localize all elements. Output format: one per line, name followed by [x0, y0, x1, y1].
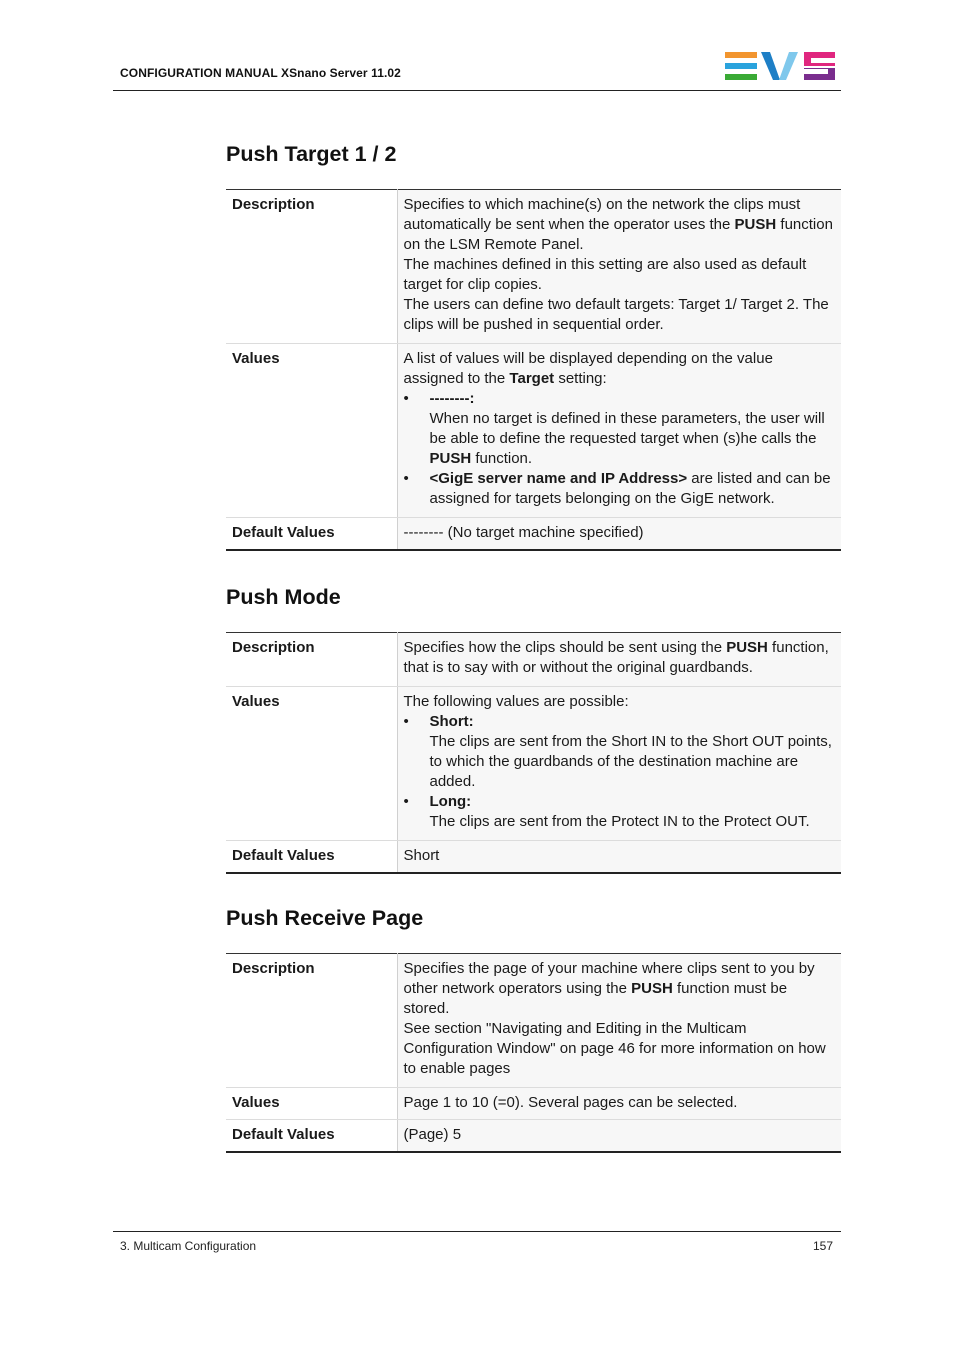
push-mode-table [226, 632, 841, 874]
row-label: Values [226, 344, 397, 518]
table-row-description [226, 954, 841, 1088]
list-item-title: Long: [429, 793, 472, 810]
table-row-defaults [226, 841, 841, 874]
evs-logo-icon [725, 52, 835, 82]
logo-bar-blue [725, 63, 757, 69]
values-intro: A list of values will be displayed depending on the value assigned to the Target setting: [403, 350, 773, 387]
row-label: Values [226, 687, 397, 841]
row-label: Values [226, 1088, 397, 1120]
description-paragraph: Specifies to which machine(s) on the network the clips must automatically be sent when the operator uses the PUSH function on the LSM Remote Panel. [403, 196, 833, 253]
description-paragraph: Specifies how the clips should be sent using the PUSH function, that is to say with or without the original guardbands. [403, 639, 829, 676]
page-footer [113, 1231, 841, 1253]
section-title-push-receive-page: Push Receive Page [226, 906, 424, 930]
table-row-values [226, 344, 841, 518]
description-paragraph: The users can define two default targets: Target 1/ Target 2. The clips will be pushed in sequential order. [403, 296, 829, 333]
description-cell [397, 633, 841, 687]
defaults-cell: -------- (No target machine specified) [397, 518, 841, 551]
section-title-push-target: Push Target 1 / 2 [226, 142, 397, 166]
list-item-title: Short: [429, 713, 474, 730]
row-label: Default Values [226, 1120, 397, 1153]
description-paragraph: Specifies the page of your machine where clips sent to you by other network operators using the PUSH function must be stored. [403, 960, 815, 1017]
list-item [404, 469, 836, 509]
values-cell: Page 1 to 10 (=0). Several pages can be selected. [397, 1088, 841, 1120]
row-label: Default Values [226, 841, 397, 874]
push-receive-page-table [226, 953, 841, 1153]
description-cell [397, 190, 841, 344]
list-item-text: When no target is defined in these parameters, the user will be able to define the requested target when (s)he calls the PUSH function. [429, 410, 825, 467]
values-intro: The following values are possible: [403, 693, 629, 710]
row-label: Description [226, 190, 397, 344]
list-item-title: --------: [429, 390, 475, 407]
defaults-cell: (Page) 5 [397, 1120, 841, 1153]
defaults-cell: Short [397, 841, 841, 874]
table-row-values [226, 1088, 841, 1120]
description-cell [397, 954, 841, 1088]
values-list [404, 712, 836, 832]
values-list [404, 389, 836, 509]
push-target-table [226, 189, 841, 551]
cross-reference-link[interactable]: See section "Navigating and Editing in the Multicam Configuration Window" on page 46 for more information on how to enable pages [403, 1020, 826, 1077]
logo-bar-orange [725, 52, 757, 58]
list-item [404, 792, 836, 832]
list-item-text: The clips are sent from the Short IN to the Short OUT points, to which the guardbands of the destination machine are added. [429, 733, 832, 790]
list-item [404, 712, 836, 792]
logo-s-top [804, 52, 835, 66]
description-paragraph: The machines defined in this setting are also used as default target for clip copies. [403, 256, 807, 293]
list-item-title: <GigE server name and IP Address> [429, 470, 688, 487]
table-row-defaults [226, 1120, 841, 1153]
row-label: Description [226, 633, 397, 687]
page-header [113, 0, 841, 91]
logo-v-left [761, 52, 780, 80]
logo-v-right [779, 52, 798, 80]
logo-bar-green [725, 74, 757, 80]
document-title: CONFIGURATION MANUAL XSnano Server 11.02 [120, 66, 401, 80]
section-title-push-mode: Push Mode [226, 585, 341, 609]
table-row-description [226, 633, 841, 687]
list-item-text: are listed and can be assigned for targets belonging on the GigE network. [429, 470, 831, 507]
row-label: Default Values [226, 518, 397, 551]
row-label: Description [226, 954, 397, 1088]
logo-s-bottom [804, 68, 835, 80]
table-row-values [226, 687, 841, 841]
chapter-label: 3. Multicam Configuration [120, 1239, 257, 1253]
values-cell [397, 687, 841, 841]
list-item [404, 389, 836, 469]
table-row-defaults [226, 518, 841, 551]
table-row-description [226, 190, 841, 344]
list-item-text: The clips are sent from the Protect IN to the Protect OUT. [429, 813, 810, 830]
page-number: 157 [812, 1239, 833, 1253]
values-cell [397, 344, 841, 518]
